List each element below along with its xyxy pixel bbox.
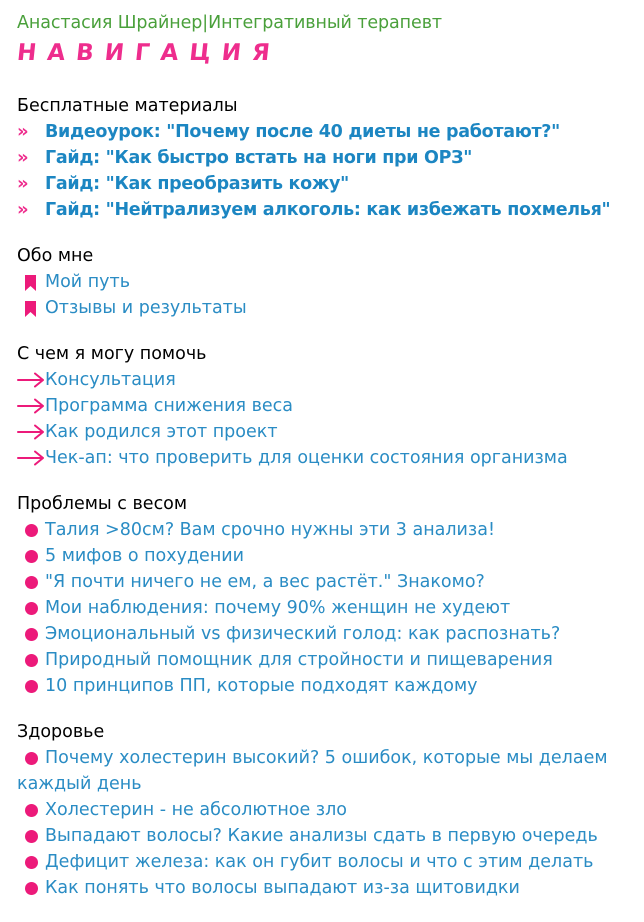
free-item-link[interactable]: Видеоурок: "Почему после 40 диеты не работают?" [45, 122, 560, 142]
list-item[interactable] [17, 875, 628, 901]
list-item[interactable] [17, 445, 628, 471]
section-heading: Проблемы с весом [17, 494, 188, 514]
health-item-link[interactable]: Почему холестерин высокий? 5 ошибок, которые мы делаем [45, 748, 608, 768]
list-item[interactable] [17, 797, 628, 823]
double-chevron-icon: » [17, 199, 25, 220]
list-item[interactable] [17, 419, 628, 445]
free-item-link[interactable]: Гайд: "Как преобразить кожу" [45, 174, 349, 194]
free-item-link[interactable]: Гайд: "Нейтрализуем алкоголь: как избежать похмелья" [45, 200, 611, 220]
section-heading: Бесплатные материалы [17, 96, 238, 116]
list-item[interactable] [17, 119, 628, 145]
health-item-link[interactable]: Холестерин - не абсолютное зло [45, 800, 347, 820]
section-weight [17, 491, 628, 699]
list-item[interactable] [17, 595, 628, 621]
list-item[interactable] [17, 823, 628, 849]
health-item-link[interactable]: Как понять что волосы выпадают из-за щитовидки [45, 878, 520, 898]
section-heading: С чем я могу помочь [17, 344, 207, 364]
section-about [17, 243, 628, 321]
health-item-link[interactable]: Дефицит железа: как он губит волосы и что с этим делать [45, 852, 594, 872]
weight-item-link[interactable]: 10 принципов ПП, которые подходят каждому [45, 676, 478, 696]
free-item-link[interactable]: Гайд: "Как быстро встать на ноги при ОРЗ" [45, 148, 473, 168]
list-item[interactable] [17, 673, 628, 699]
double-chevron-icon: » [17, 173, 25, 194]
list-item[interactable] [17, 197, 628, 223]
section-heading: Здоровье [17, 722, 105, 742]
help-item-link[interactable]: Консультация [45, 370, 176, 390]
list-item[interactable] [17, 295, 628, 321]
list-item[interactable] [17, 171, 628, 197]
double-chevron-icon: » [17, 147, 25, 168]
section-help [17, 341, 628, 471]
help-item-link[interactable]: Чек-ап: что проверить для оценки состояния организма [45, 448, 568, 468]
about-item-link[interactable]: Отзывы и результаты [45, 298, 247, 318]
list-item[interactable] [17, 621, 628, 647]
list-item[interactable] [17, 569, 628, 595]
about-item-link[interactable]: Мой путь [45, 272, 131, 292]
list-item[interactable] [17, 367, 628, 393]
section-heading: Обо мне [17, 246, 94, 266]
weight-item-link[interactable]: Талия >80см? Вам срочно нужны эти 3 анализа! [45, 520, 495, 540]
weight-item-link[interactable]: Мои наблюдения: почему 90% женщин не худеют [45, 598, 511, 618]
sender-name[interactable]: Анастасия Шрайнер|Интегративный терапевт [17, 13, 442, 33]
section-free-materials [17, 93, 628, 223]
list-item[interactable] [17, 543, 628, 569]
help-item-link[interactable]: Как родился этот проект [45, 422, 278, 442]
list-item[interactable] [17, 145, 628, 171]
section-health [17, 719, 628, 901]
list-item[interactable] [17, 393, 628, 419]
double-chevron-icon: » [17, 121, 25, 142]
list-item[interactable] [17, 647, 628, 673]
help-item-link[interactable]: Программа снижения веса [45, 396, 293, 416]
list-item[interactable] [17, 849, 628, 875]
list-item[interactable] [17, 745, 628, 771]
weight-item-link[interactable]: "Я почти ничего не ем, а вес растёт." Знакомо? [45, 572, 485, 592]
list-item[interactable] [17, 269, 628, 295]
health-item-link-continuation[interactable]: каждый день [17, 774, 142, 794]
weight-item-link[interactable]: 5 мифов о похудении [45, 546, 245, 566]
list-item[interactable] [17, 517, 628, 543]
weight-item-link[interactable]: Эмоциональный vs физический голод: как распознать? [45, 624, 561, 644]
health-item-link[interactable]: Выпадают волосы? Какие анализы сдать в первую очередь [45, 826, 598, 846]
navigation-title: НАВИГАЦИЯ [15, 40, 283, 66]
weight-item-link[interactable]: Природный помощник для стройности и пищеварения [45, 650, 553, 670]
list-item-continuation[interactable] [17, 771, 628, 797]
